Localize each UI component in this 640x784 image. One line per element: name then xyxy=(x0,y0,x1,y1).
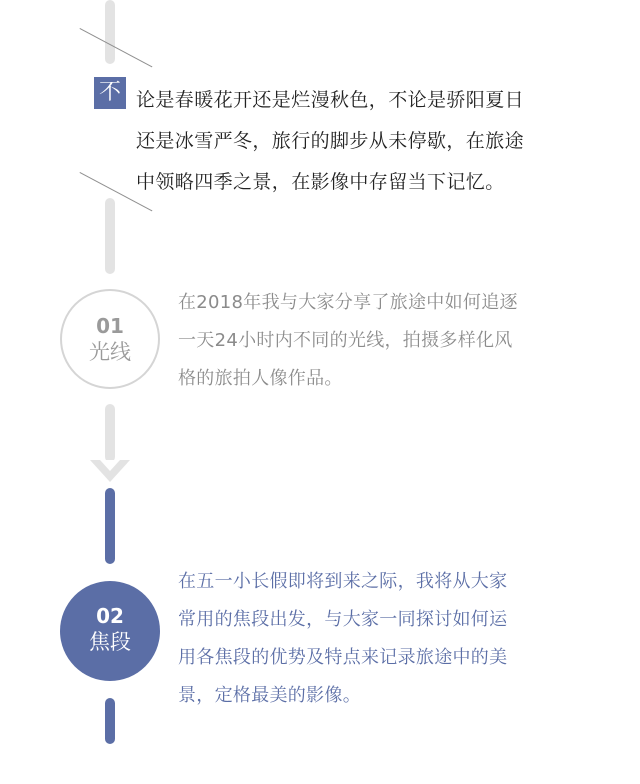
section-label: 焦段 xyxy=(89,630,131,654)
section-line: 景，定格最美的影像。 xyxy=(178,685,361,706)
section-number: 01 xyxy=(96,314,124,338)
section-line: 一天24小时内不同的光线，拍摄多样化风 xyxy=(178,330,513,351)
diagonal-line-top xyxy=(80,28,153,67)
section-line: 常用的焦段出发，与大家一同探讨如何运 xyxy=(178,609,508,630)
intro-line: 中领略四季之景，在影像中存留当下记忆。 xyxy=(136,171,505,193)
intro-paragraph xyxy=(136,80,586,203)
section-label: 光线 xyxy=(89,340,131,364)
section-line: 在2018年我与大家分享了旅途中如何追逐 xyxy=(178,292,518,313)
section-line: 用各焦段的优势及特点来记录旅途中的美 xyxy=(178,647,508,668)
timeline-bar-blue-lower xyxy=(105,698,115,744)
intro-line: 论是春暖花开还是烂漫秋色，不论是骄阳夏日 xyxy=(136,89,525,111)
section-number: 02 xyxy=(96,604,124,628)
timeline-bar-upper xyxy=(105,198,115,274)
timeline-bar-blue-upper xyxy=(105,488,115,564)
intro-drop-cap: 不 xyxy=(94,77,126,109)
chevron-down-icon xyxy=(90,460,130,484)
section-badge-light xyxy=(60,289,160,389)
section-line: 格的旅拍人像作品。 xyxy=(178,368,343,389)
timeline-bar-middle xyxy=(105,404,115,462)
section-text-light xyxy=(178,284,598,398)
section-badge-accent xyxy=(60,581,160,681)
timeline-bar-top xyxy=(105,0,115,64)
intro-line: 还是冰雪严冬，旅行的脚步从未停歇，在旅途 xyxy=(136,130,525,152)
section-line: 在五一小长假即将到来之际，我将从大家 xyxy=(178,571,508,592)
section-text-accent xyxy=(178,563,598,715)
